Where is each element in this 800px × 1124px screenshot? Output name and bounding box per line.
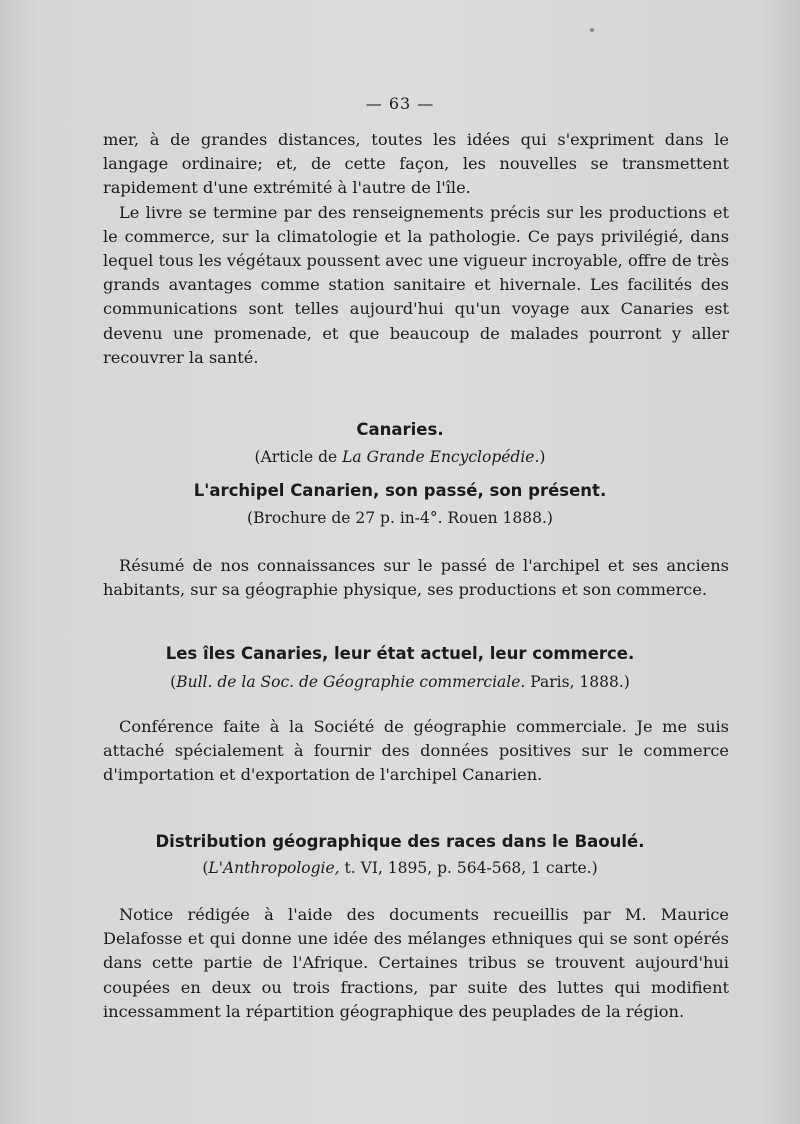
section-citation-iles-canaries — [0, 673, 800, 691]
citation-text: ) — [539, 448, 546, 466]
section-paragraph: Résumé de nos connaissances sur le passé de l'archipel et ses anciens habitants, sur sa géographie physique, ses productions et son commerce. — [103, 556, 729, 600]
section-body-archipel — [103, 554, 729, 602]
section-citation-canaries — [0, 448, 800, 466]
specks — [590, 28, 594, 32]
citation-text: ( — [202, 859, 209, 877]
section-paragraph: Notice rédigée à l'aide des documents recueillis par M. Maurice Delafosse et qui donne une idée des mélanges ethniques qui se sont opérés dans cette partie de l'Afrique. Certaines tribus se trouvent aujourd'hui coupées en deux ou trois fractions, par suite des luttes qui modifient incessamment la répartition géographique des peuplades de la région. — [103, 905, 729, 1021]
section-title-canaries: Canaries. — [356, 420, 444, 439]
citation-source: L'Anthropologie, — [208, 859, 340, 877]
section-citation-archipel: (Brochure de 27 p. in-4°. Rouen 1888.) — [247, 509, 553, 527]
citation-source: Bull. de la Soc. de Géographie commerciale. — [176, 673, 526, 691]
intro-text — [103, 128, 729, 370]
intro-paragraph-2: Le livre se termine par des renseignements précis sur les productions et le commerce, sur la climatologie et la pathologie. Ce pays privilégié, dans lequel tous les végétaux poussent avec une vigueur incroyable, offre de très grands avantages comme station sanitaire et hivernale. Les facilités des communications sont telles aujourd'hui qu'un voyage aux Canaries est devenu une promenade, et que beaucoup de malades pourront y aller recouvrer la santé. — [103, 202, 729, 367]
section-body-baoule — [103, 903, 729, 1024]
intro-paragraph-1: mer, à de grandes distances, toutes les idées qui s'expriment dans le langage ordinaire; et, de cette façon, les nouvelles se transmettent rapidement d'une extrémité à l'autre de l'île. — [103, 130, 729, 198]
section-title-baoule: Distribution géographique des races dans le Baoulé. — [155, 832, 645, 851]
citation-source: La Grande Encyclopédie. — [342, 448, 540, 466]
page-number: — 63 — — [365, 94, 435, 113]
citation-text: Paris, 1888.) — [525, 673, 630, 691]
citation-text: t. VI, 1895, p. 564-568, 1 carte.) — [339, 859, 598, 877]
section-citation-baoule — [0, 859, 800, 877]
section-title-iles-canaries: Les îles Canaries, leur état actuel, leur commerce. — [165, 644, 635, 663]
citation-text: (Article de — [254, 448, 343, 466]
section-paragraph: Conférence faite à la Société de géographie commerciale. Je me suis attaché spécialement à fournir des données positives sur le commerce d'importation et d'exportation de l'archipel Canarien. — [103, 717, 729, 785]
section-body-iles-canaries — [103, 715, 729, 788]
section-title-archipel: L'archipel Canarien, son passé, son présent. — [193, 481, 607, 500]
citation-text: ( — [170, 673, 177, 691]
